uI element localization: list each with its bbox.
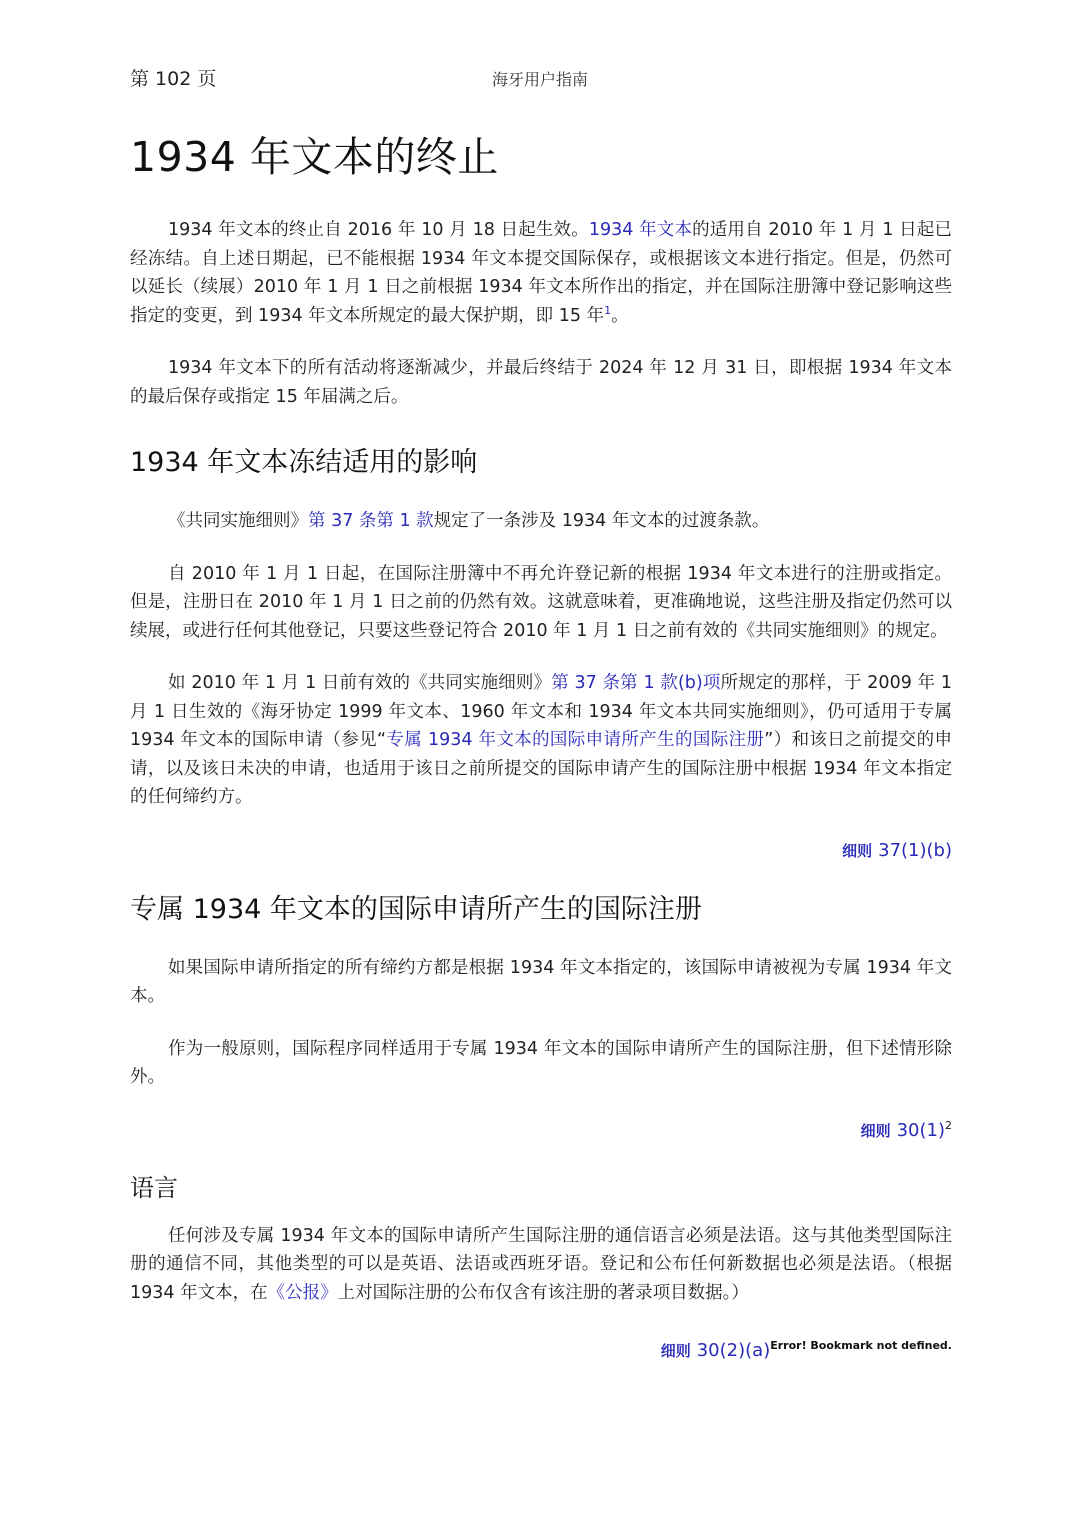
rule-label: 细则	[660, 1342, 691, 1360]
link-rule-37-1[interactable]: 第 37 条第 1 款	[308, 511, 434, 531]
document-body	[130, 128, 952, 1392]
rule-reference	[130, 1331, 952, 1366]
section-heading-language: 语言	[130, 1173, 178, 1202]
text-span: 1934 年文本的终止自 2016 年 10 月 18 日起生效。	[168, 220, 589, 240]
text-span: 任何涉及专属 1934 年文本的国际申请所产生国际注册的通信语言必须是法语。这与其他类型国际注册的通信不同，其他类型的可以是英语、法语或西班牙语。登记和公布任何新数据也必须是法语。（根据 1934 年文本，在	[130, 1225, 952, 1303]
rule-label: 细则	[842, 841, 873, 860]
section3-paragraph-1	[130, 1222, 952, 1308]
rule-superscript: 2	[945, 1118, 952, 1132]
section2-paragraph-2: 作为一般原则，国际程序同样适用于专属 1934 年文本的国际申请所产生的国际注册，但下述情形除外。	[130, 1038, 952, 1087]
text-span: 的适用自 2010 年 1 月 1 日起已经冻结。自上述日期起，已不能根据 1934 年文本提交国际保存，或根据该文本进行指定。但是，仍然可以延长（续展）2010 年 1 月 1 日之前根据 1934 年文本所作出的指定，并在国际注册簿中登记影响这些指定的变更，到 1934 年文本所规定的最大保护期，即 15 年	[130, 220, 952, 326]
text-span: 如 2010 年 1 月 1 日前有效的《共同实施细则》	[168, 673, 552, 693]
rule-reference	[130, 1116, 952, 1146]
text-span: ”）和该日之前提交的申请，以及该日未决的申请，也适用于该日之前所提交的国际申请产生的国际注册中根据 1934 年文本指定的任何缔约方。	[130, 730, 952, 807]
section1-paragraph-2: 自 2010 年 1 月 1 日起，在国际注册簿中不再允许登记新的根据 1934 年文本进行的注册或指定。但是，注册日在 2010 年 1 月 1 日之前的仍然有效。这就意味着，更准确地说，这些注册及指定仍然可以续展，或进行任何其他登记，只要这些登记符合 2010 年 1 月 1 日之前有效的《共同实施细则》的规定。	[130, 563, 952, 641]
text-span: 。	[611, 305, 629, 326]
intro-paragraph-1	[130, 216, 952, 330]
page-header	[130, 64, 952, 92]
rule-label: 细则	[860, 1121, 891, 1140]
rule-link[interactable]: 30(1)	[896, 1119, 945, 1141]
section2-paragraph-1: 如果国际申请所指定的所有缔约方都是根据 1934 年文本指定的，该国际申请被视为专属 1934 年文本。	[130, 957, 952, 1006]
text-span: 所规定的那样，于 2009 年 1 月 1 日生效的《海牙协定 1999 年文本、1960 年文本和 1934 年文本共同实施细则》，仍可适用于专属 1934 年文本的国际申请（参见“	[130, 673, 953, 750]
section-heading-freeze-effect: 1934 年文本冻结适用的影响	[130, 447, 478, 478]
footnote-ref[interactable]: 1	[604, 303, 612, 317]
intro-paragraph-2: 1934 年文本下的所有活动将逐渐减少，并最后终结于 2024 年 12 月 31 日，即根据 1934 年文本的最后保存或指定 15 年届满之后。	[130, 358, 952, 407]
section-heading-exclusive-1934: 专属 1934 年文本的国际申请所产生的国际注册	[130, 893, 702, 925]
rule-link[interactable]: 37(1)(b)	[878, 839, 952, 861]
link-1934-act[interactable]: 1934 年文本	[588, 220, 693, 240]
link-exclusive-1934-registrations[interactable]: 专属 1934 年文本的国际申请所产生的国际注册	[386, 730, 765, 750]
text-span: 《共同实施细则》	[168, 511, 308, 531]
rule-link[interactable]: 30(2)(a)	[696, 1340, 771, 1361]
text-span: 上对国际注册的公布仅含有该注册的著录项目数据。）	[337, 1282, 749, 1303]
link-rule-37-1-b[interactable]: 第 37 条第 1 款(b)项	[551, 673, 721, 693]
page-title: 1934 年文本的终止	[130, 133, 499, 181]
section1-paragraph-3	[130, 669, 952, 812]
running-title: 海牙用户指南	[492, 70, 589, 89]
link-gazette[interactable]: 《公报》	[267, 1282, 338, 1303]
rule-reference	[130, 836, 952, 866]
section1-paragraph-1	[130, 507, 952, 536]
page-number: 第 102 页	[130, 68, 217, 90]
text-span: 规定了一条涉及 1934 年文本的过渡条款。	[433, 511, 770, 531]
bookmark-error-text: Error! Bookmark not defined.	[770, 1339, 952, 1352]
